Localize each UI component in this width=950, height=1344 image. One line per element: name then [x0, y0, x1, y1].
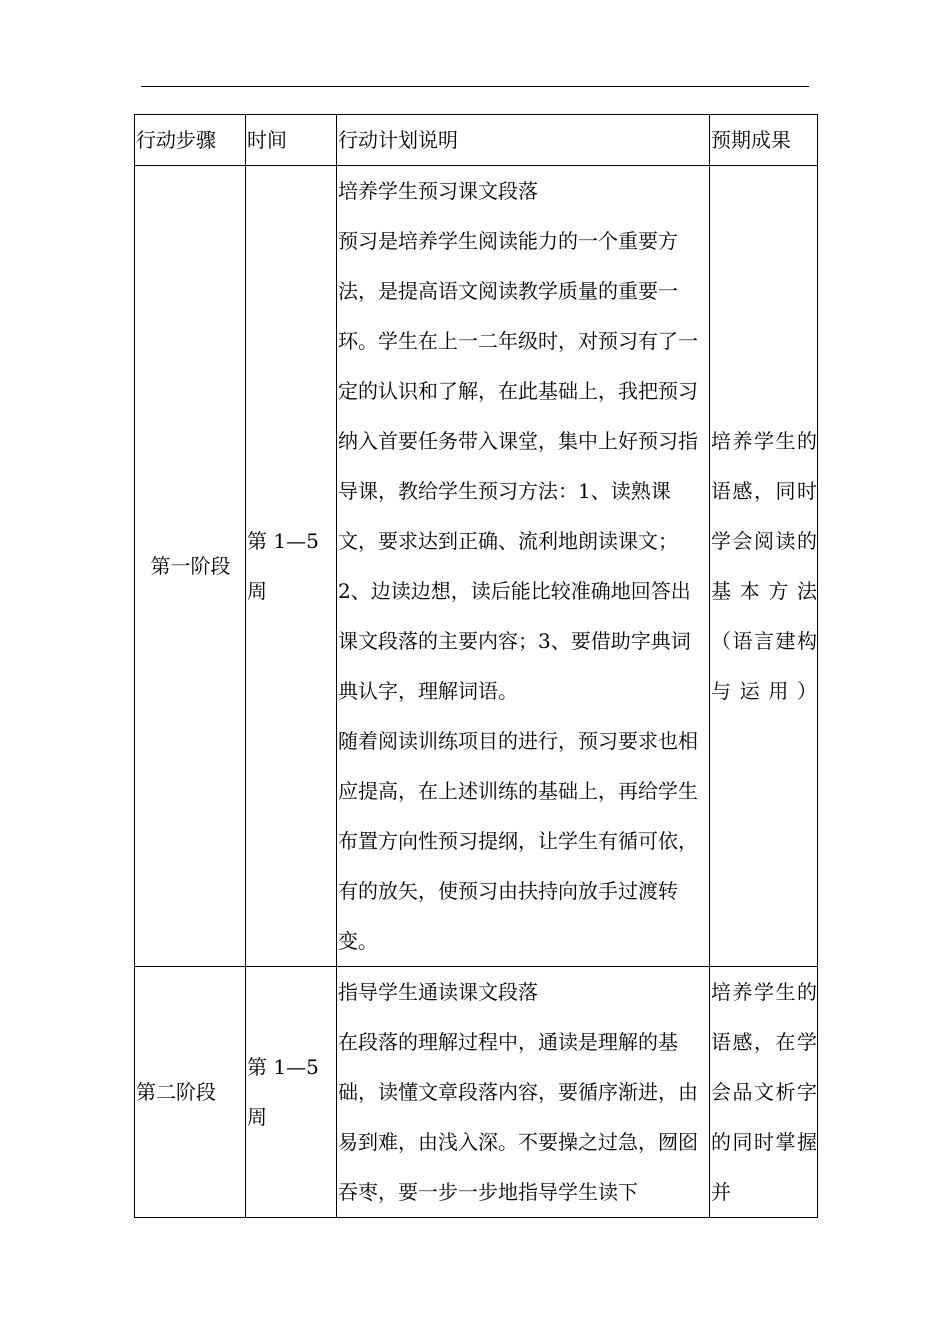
- plan-paragraph: 预习是培养学生阅读能力的一个重要方法，是提高语文阅读教学质量的重要一环。学生在上一二年级时，对预习有了一定的认识和了解，在此基础上，我把预习纳入首要任务带入课堂，集中上好预习指导课，教给学生预习方法：1、读熟课文，要求达到正确、流利地朗读课文；2、边读边想，读后能比较准确地回答出课文段落的主要内容；3、要借助字典词典认字，理解词语。: [338, 229, 698, 703]
- header-time: 时间: [246, 115, 337, 166]
- header-expected-outcome: 预期成果: [710, 115, 818, 166]
- plan-cell: [337, 166, 710, 967]
- table-row: [135, 166, 818, 967]
- header-action-step: 行动步骤: [135, 115, 246, 166]
- plan-paragraph: 在段落的理解过程中，通读是理解的基础，读懂文章段落内容，要循序渐进，由易到难，由浅入深。不要操之过急，囫囵吞枣，要一步一步地指导学生读下: [338, 1030, 698, 1204]
- time-cell: 第 1—5周: [246, 166, 337, 967]
- plan-title: 指导学生通读课文段落: [338, 980, 538, 1004]
- action-plan-table: [134, 114, 818, 1218]
- stage-cell: 第一阶段: [135, 166, 246, 967]
- table-header-row: [135, 115, 818, 166]
- stage-cell: 第二阶段: [135, 967, 246, 1218]
- header-rule: [141, 86, 809, 87]
- plan-cell: [337, 967, 710, 1218]
- plan-title: 培养学生预习课文段落: [338, 179, 538, 203]
- outcome-cell: 培养学生的语感，同时学会阅读的基本方法（语言建构与运用）: [710, 166, 818, 967]
- table-row: [135, 967, 818, 1218]
- plan-paragraph: 随着阅读训练项目的进行，预习要求也相应提高，在上述训练的基础上，再给学生布置方向性预习提纲，让学生有循可依，有的放矢，使预习由扶持向放手过渡转变。: [338, 729, 698, 953]
- header-plan-description: 行动计划说明: [337, 115, 710, 166]
- outcome-cell: 培养学生的语感，在学会品文析字的同时掌握并: [710, 967, 818, 1218]
- time-cell: 第 1—5周: [246, 967, 337, 1218]
